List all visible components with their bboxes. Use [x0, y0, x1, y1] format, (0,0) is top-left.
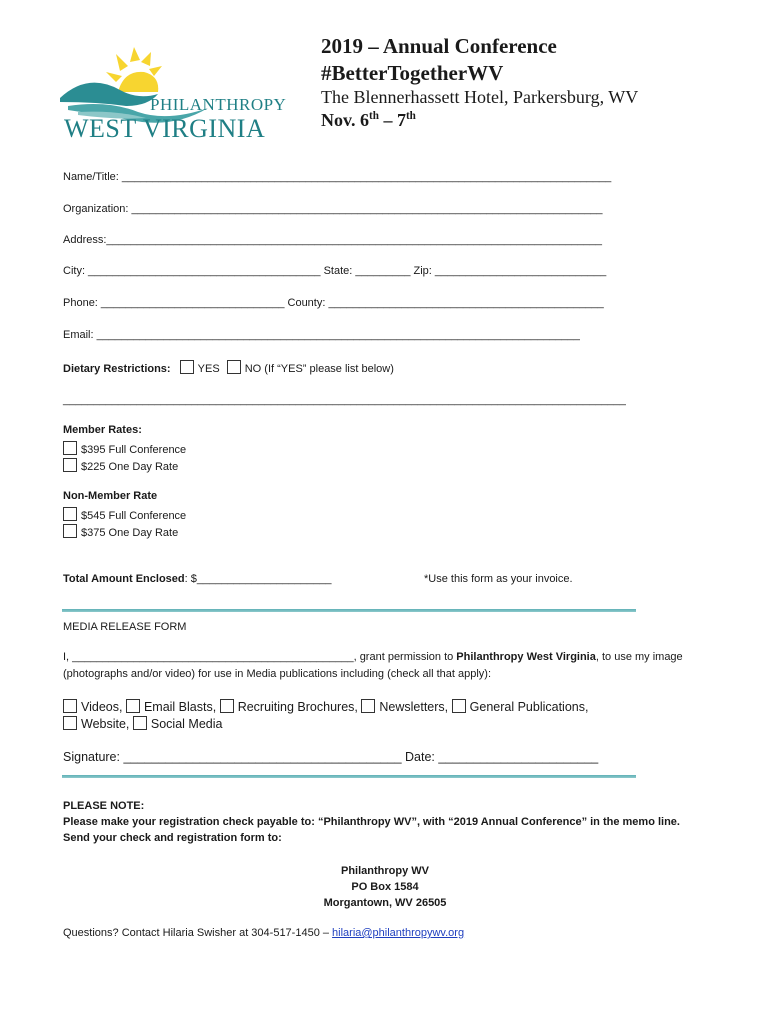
nonmember-rates-heading: Non-Member Rate	[63, 490, 158, 502]
city-state-zip-field[interactable]: City: ______________________________________ State: _________ Zip: ____________________________	[63, 265, 607, 277]
contact-email-link[interactable]: hilaria@philanthropywv.org	[332, 927, 465, 939]
nonmember-rate-option[interactable]	[63, 507, 186, 522]
phone-county-field[interactable]: Phone: ______________________________ County: _____________________________________________	[63, 297, 604, 309]
dietary-no-label: NO (If “YES” please list below)	[244, 363, 394, 375]
media-permission-line[interactable]	[63, 651, 683, 663]
dates-end-suffix: th	[405, 110, 416, 122]
please-note-heading: PLEASE NOTE:	[63, 800, 145, 812]
please-note-line1: Please make your registration check payable to: “Philanthropy WV”, with “2019 Annual Conference” in the memo line.	[63, 816, 680, 828]
videos-label: Videos,	[81, 700, 123, 714]
member-full-label: $395 Full Conference	[81, 444, 187, 456]
videos-checkbox[interactable]	[63, 699, 77, 713]
dietary-restrictions-row	[63, 360, 394, 375]
nonmember-oneday-label: $375 One Day Rate	[81, 527, 179, 539]
total-amount-field[interactable]	[63, 573, 331, 585]
email-field[interactable]: Email: _______________________________________________________________________________	[63, 329, 580, 341]
media-org-name: Philanthropy West Virginia	[456, 651, 596, 663]
philanthropy-wv-logo	[58, 40, 288, 150]
dietary-no-checkbox[interactable]	[227, 360, 241, 374]
media-release-heading: MEDIA RELEASE FORM	[63, 621, 187, 633]
dietary-label: Dietary Restrictions:	[63, 363, 171, 375]
mailing-address	[0, 863, 770, 911]
logo-text-philanthropy: PHILANTHROPY	[150, 95, 287, 114]
dietary-yes-label: YES	[197, 363, 220, 375]
website-label: Website,	[81, 717, 130, 731]
general-publications-checkbox[interactable]	[452, 699, 466, 713]
mail-po-box: PO Box 1584	[351, 881, 419, 893]
section-divider	[62, 775, 636, 778]
organization-field[interactable]: Organization: _____________________________________________________________________________	[63, 203, 603, 215]
conference-venue: The Blennerhassett Hotel, Parkersburg, WV	[321, 87, 639, 107]
nonmember-full-label: $545 Full Conference	[81, 510, 187, 522]
contact-line	[63, 927, 464, 939]
logo-text-west-virginia: WEST VIRGINIA	[64, 114, 266, 143]
member-full-checkbox[interactable]	[63, 441, 77, 455]
dates-start: Nov. 6	[321, 110, 370, 130]
dietary-yes-checkbox[interactable]	[180, 360, 194, 374]
nonmember-full-checkbox[interactable]	[63, 507, 77, 521]
member-rate-option[interactable]	[63, 458, 178, 473]
media-options-row	[63, 716, 222, 731]
media-options-row	[63, 699, 588, 714]
address-field[interactable]: Address:_________________________________________________________________________________	[63, 234, 602, 246]
member-oneday-label: $225 One Day Rate	[81, 461, 179, 473]
media-permission-line2: (photographs and/or video) for use in Media publications including (check all that apply):	[63, 668, 492, 680]
dates-start-suffix: th	[369, 110, 379, 122]
invoice-note: *Use this form as your invoice.	[424, 573, 573, 585]
recruiting-brochures-label: Recruiting Brochures,	[237, 700, 358, 714]
signature-date-field[interactable]: Signature: ________________________________________ Date: _______________________	[63, 750, 599, 764]
social-media-checkbox[interactable]	[133, 716, 147, 730]
dietary-list-line[interactable]: ____________________________________________________________________________________________	[63, 394, 626, 406]
nonmember-oneday-checkbox[interactable]	[63, 524, 77, 538]
member-rates-heading: Member Rates:	[63, 424, 142, 436]
contact-text: Questions? Contact Hilaria Swisher at 304-517-1450 –	[63, 927, 333, 939]
general-publications-label: General Publications,	[469, 700, 589, 714]
total-amount-blank: : $______________________	[184, 573, 332, 585]
conference-hashtag: #BetterTogetherWV	[321, 61, 504, 85]
media-permission-pre: I, ______________________________________________, grant permission to	[63, 651, 457, 663]
nonmember-rate-option[interactable]	[63, 524, 178, 539]
media-permission-post: , to use my image	[595, 651, 683, 663]
newsletters-checkbox[interactable]	[361, 699, 375, 713]
newsletters-label: Newsletters,	[379, 700, 449, 714]
email-blasts-checkbox[interactable]	[126, 699, 140, 713]
conference-dates	[321, 110, 416, 131]
member-rate-option[interactable]	[63, 441, 186, 456]
member-oneday-checkbox[interactable]	[63, 458, 77, 472]
name-title-field[interactable]: Name/Title: ________________________________________________________________________________	[63, 171, 612, 183]
email-blasts-label: Email Blasts,	[143, 700, 217, 714]
section-divider	[62, 609, 636, 612]
website-checkbox[interactable]	[63, 716, 77, 730]
mail-name: Philanthropy WV	[341, 865, 429, 877]
please-note-line2: Send your check and registration form to:	[63, 832, 282, 844]
recruiting-brochures-checkbox[interactable]	[220, 699, 234, 713]
dates-dash: – 7	[378, 110, 406, 130]
conference-title: 2019 – Annual Conference	[321, 34, 557, 58]
total-amount-label: Total Amount Enclosed	[63, 573, 185, 585]
mail-city: Morgantown, WV 26505	[323, 897, 447, 909]
social-media-label: Social Media	[150, 717, 223, 731]
